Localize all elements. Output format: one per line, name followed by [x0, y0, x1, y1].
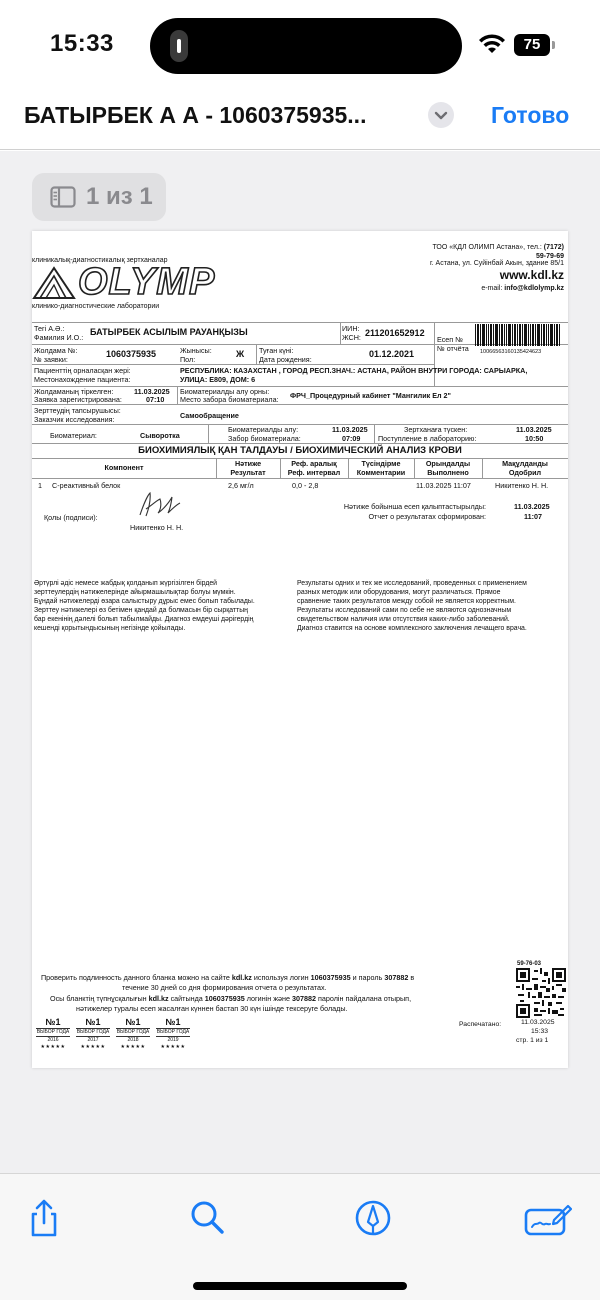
verify-ru-line1: Проверить подлинность данного бланка можно на сайте kdl.kz используя логин 1060375935 и пароль 307882 в [41, 973, 415, 982]
document-viewer[interactable] [0, 151, 600, 1173]
client-value: Самообращение [180, 411, 239, 420]
divider [434, 322, 435, 386]
dynamic-island [150, 18, 462, 74]
row-number: 1 [38, 481, 42, 490]
award-badge: №1 ВЫБОР ГОДА 2019 ★★★★★ [156, 1017, 190, 1050]
status-bar [0, 0, 600, 90]
logo-brand: OLYMP [78, 261, 216, 303]
iin-label-kz: ИИН: [342, 324, 360, 333]
registered-time: 07:10 [146, 395, 165, 404]
collection-place: ФРЧ_Процедурный кабинет "Мангилик Ел 2" [290, 391, 451, 400]
client-label-ru: Заказчик исследования: [34, 415, 115, 424]
received-date: 11.03.2025 [516, 425, 552, 434]
report-formed-date: 11.03.2025 [514, 502, 550, 511]
registered-date: 11.03.2025 [134, 387, 170, 396]
order-number: 1060375935 [106, 349, 157, 359]
order-label-ru: № заявки: [34, 355, 68, 364]
iin-label-ru: ЖСН: [342, 333, 361, 342]
report-barcode [475, 324, 561, 346]
company-phone: 59-79-69 [535, 253, 564, 260]
share-icon [22, 1196, 66, 1240]
barcode-number: 10066563160135424623 [480, 349, 542, 355]
col-header-done-kz: Орындалды [425, 459, 471, 468]
location-label-kz: Пациенттің орналасқан жері: [34, 366, 131, 375]
col-header-comment-ru: Комментарии [356, 468, 406, 477]
qr-code-label: 59-76-03 [517, 961, 542, 967]
signature-name: Никитенко Н. Н. [130, 523, 184, 532]
collection-label-ru: Забор биоматериала: [228, 434, 301, 443]
company-website: www.kdl.kz [499, 268, 564, 282]
divider [256, 344, 257, 364]
search-button[interactable] [186, 1196, 230, 1240]
award-badge: №1 ВЫБОР ГОДА 2018 ★★★★★ [116, 1017, 150, 1050]
company-email: e-mail: info@kdlolymp.kz [481, 285, 564, 292]
report-formed-label-kz: Нәтиже бойынша есеп қалыптастырылды: [343, 502, 486, 511]
registered-label-kz: Жолдаманың тіркелген: [34, 387, 114, 396]
dob-label-kz: Туған күні: [259, 346, 294, 355]
col-header-approved-ru: Одобрил [508, 468, 542, 477]
dob-label-ru: Дата рождения: [259, 355, 312, 364]
printed-time: 15:33 [531, 1028, 549, 1035]
report-formed-label-ru: Отчет о результатах сформирован: [368, 512, 486, 521]
logo-tagline-kz: клиникалық-диагностикалық зертханалар [32, 257, 168, 264]
bottom-toolbar [0, 1173, 600, 1300]
document-title[interactable]: БАТЫРБЕК А А - 1060375935... [24, 102, 367, 128]
edit-annotate-button[interactable] [524, 1196, 568, 1240]
verify-ru-line2: течение 30 дней со дня формирования отчета о результатах. [122, 983, 327, 992]
divider [32, 322, 568, 323]
col-header-approved-kz: Мақұлданды [502, 459, 548, 468]
collection-place-label-ru: Место забора биоматериала: [180, 395, 279, 404]
divider [177, 386, 178, 404]
biomaterial-label: Биоматериал: [50, 431, 97, 440]
signature-image [136, 489, 186, 519]
name-label-kz: Тегі А.Ә.: [34, 324, 65, 333]
award-badge: №1 ВЫБОР ГОДА 2017 ★★★★★ [76, 1017, 110, 1050]
divider [32, 424, 568, 425]
row-component: С-реактивный белок [52, 481, 121, 490]
company-address: г. Астана, ул. Суйінбай Акын, здание 85/1 [429, 260, 564, 267]
award-stars-icon: ★★★★★ [80, 1044, 106, 1050]
signature-label: Қолы (подписи): [44, 513, 98, 522]
verify-kz-line2: нәтижелер туралы есеп жасалған күннен бастап 30 күн ішінде тексеруге болады. [76, 1004, 348, 1013]
chevron-down-icon [428, 102, 454, 128]
done-button[interactable]: Готово [491, 102, 570, 128]
lab-report-page [32, 231, 568, 1068]
status-time: 15:33 [50, 30, 114, 57]
divider [32, 443, 568, 444]
markup-pen-icon [351, 1196, 395, 1240]
award-stars-icon: ★★★★★ [40, 1044, 66, 1050]
analysis-title: БИОХИМИЯЛЫҚ ҚАН ТАЛДАУЫ / БИОХИМИЧЕСКИЙ АНАЛИЗ КРОВИ [138, 445, 462, 456]
markup-button[interactable] [351, 1196, 395, 1240]
sex-label-kz: Жынысы: [180, 346, 212, 355]
col-header-comment-kz: Түсіндірме [361, 459, 401, 468]
order-label-kz: Жолдама №: [34, 346, 78, 355]
col-header-result-ru: Результат [230, 468, 266, 477]
divider [208, 424, 209, 443]
divider [32, 364, 434, 365]
divider [32, 478, 568, 479]
page-counter[interactable] [32, 173, 166, 221]
divider [340, 322, 341, 344]
sidebar-icon [50, 186, 76, 208]
col-header-ref-ru: Реф. интервал [287, 468, 341, 477]
patient-location-line2: УЛИЦА: Е809, ДОМ: 6 [180, 375, 256, 384]
award-badge: №1 ВЫБОР ГОДА 2016 ★★★★★ [36, 1017, 70, 1050]
battery-indicator: 75 [514, 34, 550, 56]
received-label-ru: Поступление в лабораторию: [378, 434, 477, 443]
client-label-kz: Зерттеудің тапсырушысы: [34, 406, 121, 415]
received-time: 10:50 [525, 434, 544, 443]
collection-label-kz: Биоматериалды алу: [228, 425, 299, 434]
patient-iin: 211201652912 [365, 328, 425, 338]
col-header-component: Компонент [104, 463, 144, 472]
qr-code [516, 968, 566, 1018]
share-button[interactable] [22, 1196, 66, 1240]
row-done: 11.03.2025 11:07 [416, 481, 471, 490]
sex-label-ru: Пол: [180, 355, 196, 364]
signature-edit-icon [524, 1196, 572, 1240]
registered-label-ru: Заявка зарегистрирована: [34, 395, 122, 404]
logo-tagline-ru: клинико-диагностические лаборатории [32, 303, 160, 310]
biomaterial-value: Сыворотка [140, 431, 180, 440]
patient-sex: Ж [236, 349, 245, 359]
wifi-icon [478, 34, 506, 54]
verify-kz-line1: Осы бланктің түпнұсқалығын kdl.kz сайтында 1060375935 логинін және 307882 паролін пайдалана отырып, [50, 994, 412, 1003]
disclaimer-kz: Әртүрлі әдіс немесе жабдық қолданып жүргізілген бірдей зерттеулердің нәтижелерінде айырмашылықтар болуы мүмкін. Бұндай нәтижелерді өзара салыстыру дұрыс емес болып табылады. Зерттеу нәтижелері өз бетімен қандай да болмасын бір сырқаттың бар екенінің дәлелі болып табылмайды. Диагноз емдеуші дәрігердің кешенді қорытындысының негізінде қойылады. [34, 580, 255, 632]
row-result: 2,6 мг/л [228, 481, 254, 490]
company-line: ТОО «КДЛ ОЛИМП Астана», тел.: (7172) [432, 244, 564, 251]
collection-date: 11.03.2025 [332, 425, 368, 434]
page-counter-label: 1 из 1 [86, 183, 153, 210]
received-label-kz: Зертханаға түскен: [404, 425, 468, 434]
col-header-result-kz: Нәтиже [234, 459, 262, 468]
nav-bar [0, 90, 600, 150]
report-no-label-ru: № отчёта [437, 344, 469, 353]
olymp-logo-mark [32, 264, 76, 300]
award-stars-icon: ★★★★★ [160, 1044, 186, 1050]
report-no-label-kz: Есеп № [437, 335, 463, 344]
patient-name: БАТЫРБЕК АСЫЛЫМ РАУАНҚЫЗЫ [90, 327, 248, 337]
search-icon [186, 1196, 230, 1240]
divider [374, 424, 375, 443]
collection-place-label-kz: Биоматериалды алу орны: [180, 387, 270, 396]
disclaimer-ru: Результаты одних и тех же исследований, проведенных с применением разных методик или оборудования, могут различаться. Прямое сравнение таких результатов между собой не является корректным. Результаты исследований сами по себе не являются однозначным свидетельством наличия или отсутствия каких-либо заболеваний. Диагноз ставится на основе комплексного заключения лечащего врача. [297, 580, 527, 632]
collection-time: 07:09 [342, 434, 361, 443]
title-menu-button[interactable] [428, 102, 454, 128]
name-label-ru: Фамилия И.О.: [34, 333, 84, 342]
printed-label: Распечатано: [459, 1021, 502, 1028]
col-header-done-ru: Выполнено [427, 468, 469, 477]
home-indicator[interactable] [193, 1282, 407, 1290]
row-approved: Никитенко Н. Н. [495, 481, 549, 490]
location-label-ru: Местонахождение пациента: [34, 375, 131, 384]
battery-tip [552, 41, 555, 49]
patient-location-line1: РЕСПУБЛИКА: КАЗАХСТАН , ГОРОД РЕСП.ЗНАЧ.: АСТАНА, РАЙОН ВНУТРИ ГОРОДА: САРЫАРКА, [180, 366, 528, 375]
report-formed-time: 11:07 [524, 512, 542, 521]
award-stars-icon: ★★★★★ [120, 1044, 146, 1050]
printed-date: 11.03.2025 [521, 1019, 555, 1026]
page-number: стр. 1 из 1 [516, 1037, 549, 1044]
col-header-ref-kz: Реф. аралық [291, 459, 337, 468]
flashlight-icon [170, 30, 188, 62]
row-ref: 0,0 - 2,8 [292, 481, 319, 490]
divider [32, 404, 568, 405]
patient-dob: 01.12.2021 [369, 349, 415, 359]
